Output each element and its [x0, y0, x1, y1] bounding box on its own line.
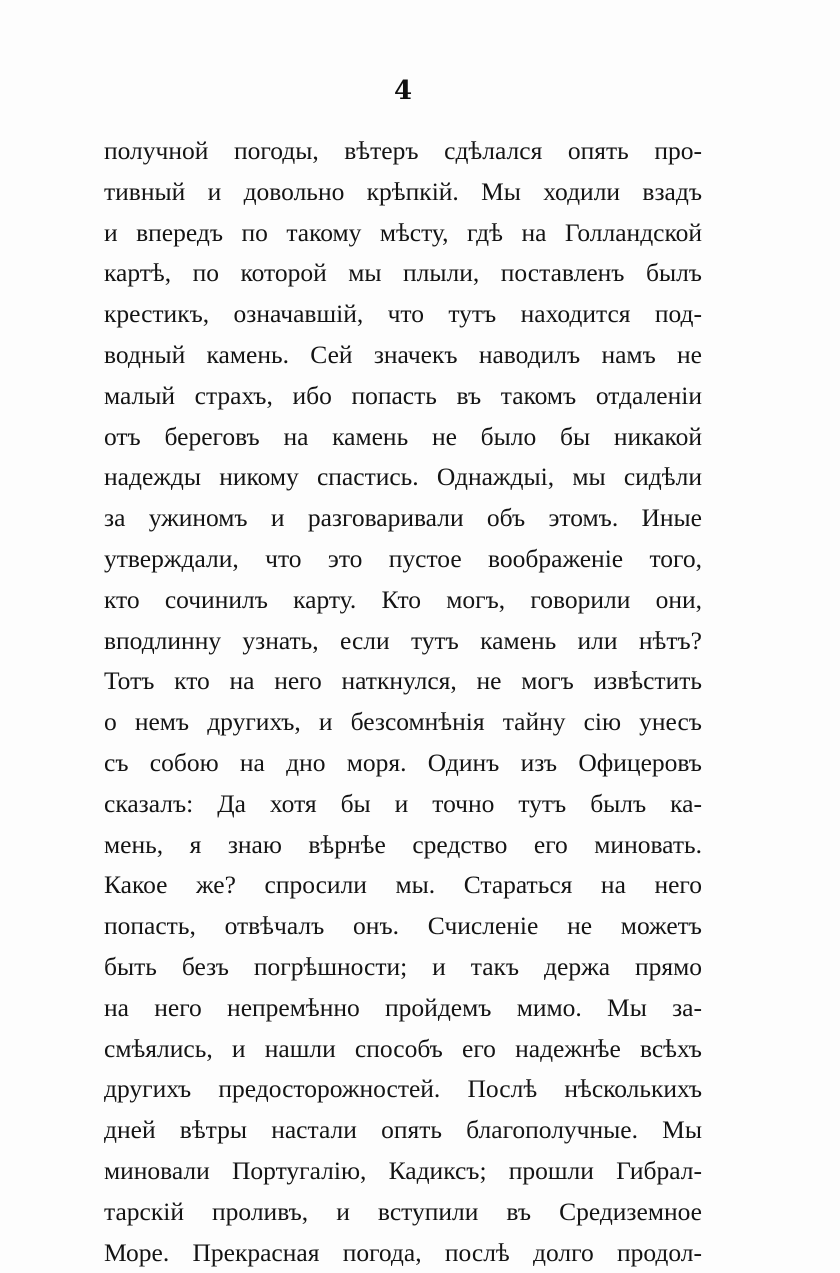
text-line: за ужиномъ и разговаривали объ этомъ. Иные [104, 503, 702, 533]
text-line: попасть, отвѣчалъ онъ. Счисленіе не можетъ [104, 911, 702, 941]
text-line: получной погоды, вѣтеръ сдѣлался опять про- [104, 136, 702, 165]
text-line: другихъ предосторожностей. Послѣ нѣсколькихъ [104, 1074, 702, 1104]
text-line: Какое же? спросили мы. Стараться на него [104, 870, 702, 900]
text-line: дней вѣтры настали опять благополучные. Мы [104, 1115, 702, 1145]
text-line: водный камень. Сей значекъ наводилъ намъ не [104, 339, 702, 369]
text-line: тарскій проливъ, и вступили въ Средиземное [104, 1196, 702, 1226]
text-line: сказалъ: Да хотя бы и точно тутъ былъ ка- [104, 788, 702, 818]
text-line: малый страхъ, ибо попасть въ такомъ отдаленіи [104, 380, 702, 410]
text-line: отъ береговъ на камень не было бы никакой [104, 421, 702, 451]
text-line: съ собою на дно моря. Одинъ изъ Офицеровъ [104, 747, 702, 777]
text-line: Море. Прекрасная погода, послѣ долго продол- [104, 1237, 702, 1267]
text-line: утверждали, что это пустое воображеніе того, [104, 543, 702, 573]
text-line: о немъ другихъ, и безсомнѣнія тайну сію унесъ [104, 707, 702, 737]
text-line: быть безъ погрѣшности; и такъ держа прямо [104, 951, 702, 981]
text-line: и впередъ по такому мѣсту, гдѣ на Голландской [104, 217, 702, 247]
text-line: на него непремѣнно пройдемъ мимо. Мы за- [104, 992, 702, 1022]
body-text [104, 131, 702, 1273]
text-line: Тотъ кто на него наткнулся, не могъ извѣстить [104, 666, 702, 696]
text-line: кто сочинилъ карту. Кто могъ, говорили они, [104, 584, 702, 614]
text-line: картѣ, по которой мы плыли, поставленъ былъ [104, 258, 702, 288]
page-number: 4 [393, 76, 413, 106]
text-line: тивный и довольно крѣпкій. Мы ходили взадъ [104, 176, 702, 206]
text-line: вподлинну узнать, если тутъ камень или нѣтъ? [104, 625, 702, 655]
text-line: мень, я знаю вѣрнѣе средство его миновать. [104, 829, 702, 859]
text-line: надежды никому спастись. Однаждыі, мы сидѣли [104, 462, 702, 492]
text-line: крестикъ, означавшій, что тутъ находится под- [104, 299, 702, 329]
text-line: смѣялись, и нашли способъ его надежнѣе всѣхъ [104, 1033, 702, 1063]
text-line: миновали Португалію, Кадиксъ; прошли Гибрал- [104, 1155, 702, 1185]
